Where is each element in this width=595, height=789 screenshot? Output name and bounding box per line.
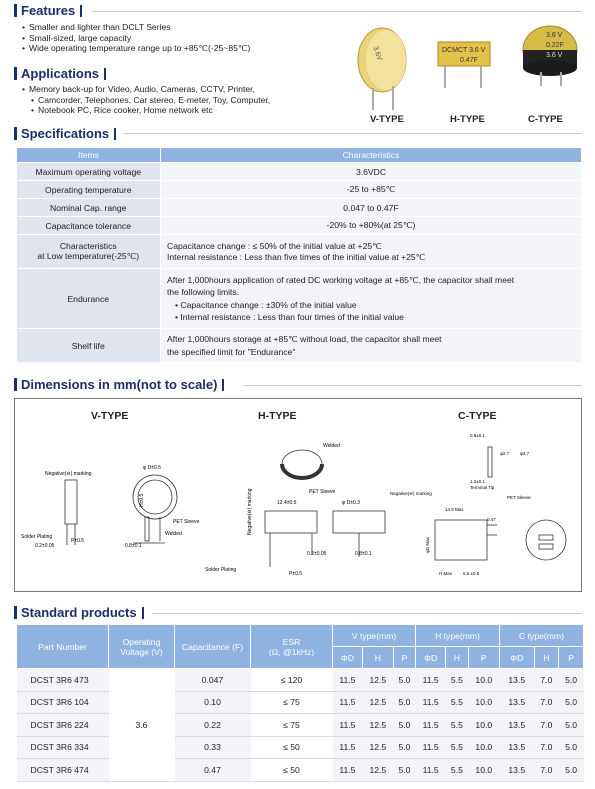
h-type-photo	[438, 42, 490, 88]
spec-item: Endurance	[17, 269, 161, 329]
table-row	[17, 181, 582, 199]
h-d2-label: 0.8±0.1	[355, 551, 372, 557]
h-neg-label: Negative(⊖) marking	[247, 488, 253, 535]
c-phid: 13.5	[500, 691, 535, 714]
header-h: H	[534, 647, 559, 669]
h-p: 10.0	[468, 714, 499, 737]
endurance-bullet: • Internal resistance : Less than four times of the initial value	[175, 312, 404, 322]
list-item: • Small-sized, large capacity	[22, 33, 250, 44]
table-row	[17, 217, 582, 235]
c-phid: 13.5	[500, 714, 535, 737]
spec-value-endurance	[161, 269, 582, 329]
dim-c-type: C-TYPE	[458, 410, 497, 422]
table-row	[17, 669, 584, 692]
spec-value: 3.6VDC	[161, 163, 582, 181]
table-row	[17, 759, 584, 782]
c-phid: 13.5	[500, 669, 535, 692]
list-item: • Smaller and lighter than DCLT Series	[22, 22, 250, 33]
h-sleeve-label: PET Sleeve	[309, 489, 336, 495]
heading-bar-end	[114, 128, 116, 140]
c-h: 7.0	[534, 759, 559, 782]
v-type-photo	[358, 28, 406, 110]
specifications-rule	[124, 133, 582, 134]
c-h: 7.0	[534, 736, 559, 759]
c-hmax-label: H Max	[439, 571, 453, 576]
list-item: • Memory back-up for Video, Audio, Cameras, CCTV, Printer,	[22, 84, 270, 95]
v-h: 12.5	[362, 691, 393, 714]
spec-item: Nominal Cap. range	[17, 199, 161, 217]
c-55-label: 5.5 ±0.5	[463, 571, 480, 576]
v-h: 12.5	[362, 736, 393, 759]
h-phid: 11.5	[416, 691, 446, 714]
heading-bar-end	[142, 607, 144, 619]
list-item: • Wide operating temperature range up to +85℃(-25~85℃)	[22, 43, 250, 54]
cap-cell: 0.22	[175, 714, 251, 737]
esr-cell: ≤ 75	[251, 691, 333, 714]
part-number: DCST 3R6 334	[17, 736, 109, 759]
endurance-line: the following limits.	[167, 287, 240, 297]
h-dim1-label: 12.4±0.5	[277, 500, 297, 506]
spec-value: 0.047 to 0.47F	[161, 199, 582, 217]
h-marking-2: 0.47F	[460, 57, 478, 64]
header-characteristics: Characteristics	[161, 148, 582, 163]
c-27-label: φ2.7	[500, 451, 510, 456]
part-number: DCST 3R6 224	[17, 714, 109, 737]
v-p: 5.0	[393, 714, 415, 737]
part-number: DCST 3R6 474	[17, 759, 109, 782]
v-solder-label: Solder Plating	[21, 534, 53, 540]
specifications-table	[16, 147, 582, 363]
heading-bar-end	[80, 5, 82, 17]
v-type-label: V-TYPE	[370, 114, 404, 124]
low-temp-label-1: Characteristics	[59, 241, 117, 251]
endurance-line: After 1,000hours application of rated DC working voltage at +85℃, the capacitor shall meet	[167, 274, 515, 285]
c-p: 5.0	[559, 736, 584, 759]
part-number: DCST 3R6 473	[17, 669, 109, 692]
v-h: 12.5	[362, 759, 393, 782]
header-h: H	[446, 647, 468, 669]
c-phid: 13.5	[500, 759, 535, 782]
table-row	[17, 714, 584, 737]
shelf-line: the specified limit for "Endurance"	[167, 346, 296, 357]
low-temp-line: Capacitance change : ≤ 50% of the initial value at +25℃	[167, 240, 382, 251]
h-phid: 11.5	[416, 759, 446, 782]
c-d1-label: 0.9±0.1	[470, 433, 485, 438]
h-type-drawing	[265, 450, 385, 567]
heading-bar	[14, 4, 17, 17]
v-h-label: H±0.5	[139, 493, 145, 507]
v-sleeve-label: PET Sleeve	[173, 519, 200, 525]
products-title: Standard products	[21, 605, 137, 620]
specifications-title: Specifications	[21, 126, 110, 141]
v-phid: 11.5	[333, 759, 363, 782]
header-part: Part Number	[17, 625, 109, 669]
c-sleeve-label: PET Sleeve	[507, 495, 531, 500]
dimension-drawings	[15, 425, 581, 591]
esr-cell: ≤ 50	[251, 759, 333, 782]
part-number: DCST 3R6 104	[17, 691, 109, 714]
h-p-label: P±0.5	[289, 571, 303, 577]
header-phid: ΦD	[416, 647, 446, 669]
products-table	[16, 624, 584, 782]
header-phid: ΦD	[500, 647, 535, 669]
heading-bar-end	[104, 68, 106, 80]
specifications-heading	[14, 126, 116, 141]
table-header	[17, 625, 584, 647]
h-welded-label: Welded	[323, 443, 340, 449]
header-voltage	[109, 625, 175, 669]
heading-bar	[14, 606, 17, 619]
features-heading	[14, 3, 82, 18]
cap-cell: 0.047	[175, 669, 251, 692]
c-type-photo	[523, 26, 577, 86]
c-p: 5.0	[559, 691, 584, 714]
features-title: Features	[21, 3, 76, 18]
table-row	[17, 163, 582, 181]
h-d1-label: 0.2±0.05	[307, 551, 327, 557]
list-item: • Notebook PC, Rice cooker, Home network etc	[22, 105, 270, 116]
v-h: 12.5	[362, 714, 393, 737]
table-row	[17, 199, 582, 217]
h-phid: 11.5	[416, 669, 446, 692]
spec-item: Shelf life	[17, 329, 161, 363]
h-phid: 11.5	[416, 714, 446, 737]
shelf-line: After 1,000hours storage at +85℃ without load, the capacitor shall meet	[167, 334, 442, 344]
header-c-type: C type(mm)	[500, 625, 584, 647]
endurance-bullet-text: Capacitance change : ±30% of the initial value	[180, 299, 357, 310]
spec-item: Maximum operating voltage	[17, 163, 161, 181]
esr-cell: ≤ 75	[251, 714, 333, 737]
applications-title: Applications	[21, 66, 100, 81]
table-row	[17, 691, 584, 714]
v-neg-label: Negative(⊖) marking	[45, 471, 92, 477]
c-max-label: 14.5 Max	[445, 507, 464, 512]
header-p: P	[559, 647, 584, 669]
table-row	[17, 736, 584, 759]
header-items: Items	[17, 148, 161, 163]
c-p: 5.0	[559, 669, 584, 692]
list-item: • Camcorder, Telephones, Car stereo, E-meter, Toy, Computer,	[22, 95, 270, 106]
heading-bar	[14, 378, 17, 391]
applications-heading	[14, 66, 106, 81]
heading-bar	[14, 67, 17, 80]
spec-value: -25 to +85℃	[161, 181, 582, 199]
h-type-label: H-TYPE	[450, 114, 485, 124]
header-esr-line: (Ω, @1kHz)	[268, 646, 315, 657]
endurance-bullet-text: Internal resistance : Less than four times of the initial value	[180, 312, 404, 322]
v-p: 5.0	[393, 669, 415, 692]
header-cap: Capacitance (F)	[175, 625, 251, 669]
voltage-cell: 3.6	[109, 669, 175, 782]
dimensions-heading	[14, 377, 224, 392]
applications-list	[22, 84, 270, 116]
cap-cell: 0.33	[175, 736, 251, 759]
v-phid: 11.5	[333, 714, 363, 737]
header-v-type: V type(mm)	[333, 625, 416, 647]
spec-value-low-temp	[161, 235, 582, 269]
c-neg-label: Negative(⊖) marking	[390, 491, 432, 496]
products-heading	[14, 605, 144, 620]
spec-value: -20% to +80%(at 25℃)	[161, 217, 582, 235]
h-p: 10.0	[468, 759, 499, 782]
dimensions-rule	[244, 385, 582, 386]
c-dmax-label: φD Max	[425, 537, 430, 553]
v-phid: 11.5	[333, 669, 363, 692]
v-d1-label: 0.2±0.05	[35, 543, 55, 549]
header-p: P	[468, 647, 499, 669]
dim-h-type: H-TYPE	[258, 410, 297, 422]
h-p: 10.0	[468, 736, 499, 759]
c-marking-2: 0.22F	[546, 42, 564, 49]
dimensions-title: Dimensions in mm(not to scale)	[21, 377, 218, 392]
c-tip-label: Terminal Tip	[470, 485, 495, 490]
c-type-drawing	[435, 447, 566, 560]
esr-cell: ≤ 50	[251, 736, 333, 759]
c-37-label: φ3.7	[520, 451, 530, 456]
c-047-label: 0.47	[487, 517, 496, 522]
h-phid: 11.5	[416, 736, 446, 759]
cap-cell: 0.10	[175, 691, 251, 714]
header-h-type: H type(mm)	[416, 625, 500, 647]
spec-item: Capacitance tolerance	[17, 217, 161, 235]
h-dim2-label: φ D±0.3	[342, 500, 360, 506]
v-marking: 3.6V	[371, 45, 383, 62]
features-list	[22, 22, 250, 54]
c-type-label: C-TYPE	[528, 114, 563, 124]
v-h: 12.5	[362, 669, 393, 692]
c-p: 5.0	[559, 759, 584, 782]
header-esr-line: ESR	[282, 636, 301, 647]
c-p: 5.0	[559, 714, 584, 737]
c-marking-3: 3.6 V	[546, 52, 563, 59]
c-h: 7.0	[534, 669, 559, 692]
h-h: 5.5	[446, 759, 468, 782]
h-h: 5.5	[446, 691, 468, 714]
dim-v-type: V-TYPE	[91, 410, 129, 422]
h-p: 10.0	[468, 669, 499, 692]
v-phid: 11.5	[333, 736, 363, 759]
header-voltage-line: Operating	[122, 636, 161, 647]
esr-cell: ≤ 120	[251, 669, 333, 692]
cap-cell: 0.47	[175, 759, 251, 782]
header-phid: ΦD	[333, 647, 363, 669]
v-type-drawing	[65, 475, 177, 545]
heading-bar-end	[222, 379, 224, 391]
h-marking-1: DCMCT 3.6 V	[442, 47, 486, 54]
c-phid: 13.5	[500, 736, 535, 759]
spec-item: Operating temperature	[17, 181, 161, 199]
header-esr	[251, 625, 333, 669]
low-temp-line: Internal resistance : Less than five times of the initial value at +25℃	[167, 251, 426, 262]
v-p: 5.0	[393, 736, 415, 759]
spec-value-shelf	[161, 329, 582, 363]
v-d3-label: 0.8±0.1	[125, 543, 142, 549]
h-solder-label: Solder Plating	[205, 567, 237, 573]
low-temp-label-2: at Low temperature(-25℃)	[37, 251, 140, 261]
v-d2-label: P±0.5	[71, 538, 85, 544]
c-h: 7.0	[534, 691, 559, 714]
header-p: P	[393, 647, 415, 669]
v-phid: 11.5	[333, 691, 363, 714]
spec-item-low-temp	[17, 235, 161, 269]
h-p: 10.0	[468, 691, 499, 714]
header-voltage-line: Voltage (V)	[120, 646, 163, 657]
table-row	[17, 269, 582, 329]
table-header	[17, 148, 582, 163]
v-dia-label: φ D±0.5	[143, 465, 161, 471]
products-rule	[152, 613, 582, 614]
c-d2-label: 1.2±0.1	[470, 479, 485, 484]
h-h: 5.5	[446, 736, 468, 759]
v-p: 5.0	[393, 691, 415, 714]
product-photos	[350, 12, 585, 124]
table-row	[17, 235, 582, 269]
h-h: 5.5	[446, 669, 468, 692]
v-p: 5.0	[393, 759, 415, 782]
c-h: 7.0	[534, 714, 559, 737]
h-h: 5.5	[446, 714, 468, 737]
endurance-bullet: • Capacitance change : ±30% of the initial value	[175, 299, 357, 310]
v-welded-label: Welded	[165, 531, 182, 537]
header-h: H	[362, 647, 393, 669]
c-marking-1: 3.6 V	[546, 32, 563, 39]
table-row	[17, 329, 582, 363]
heading-bar	[14, 127, 17, 140]
